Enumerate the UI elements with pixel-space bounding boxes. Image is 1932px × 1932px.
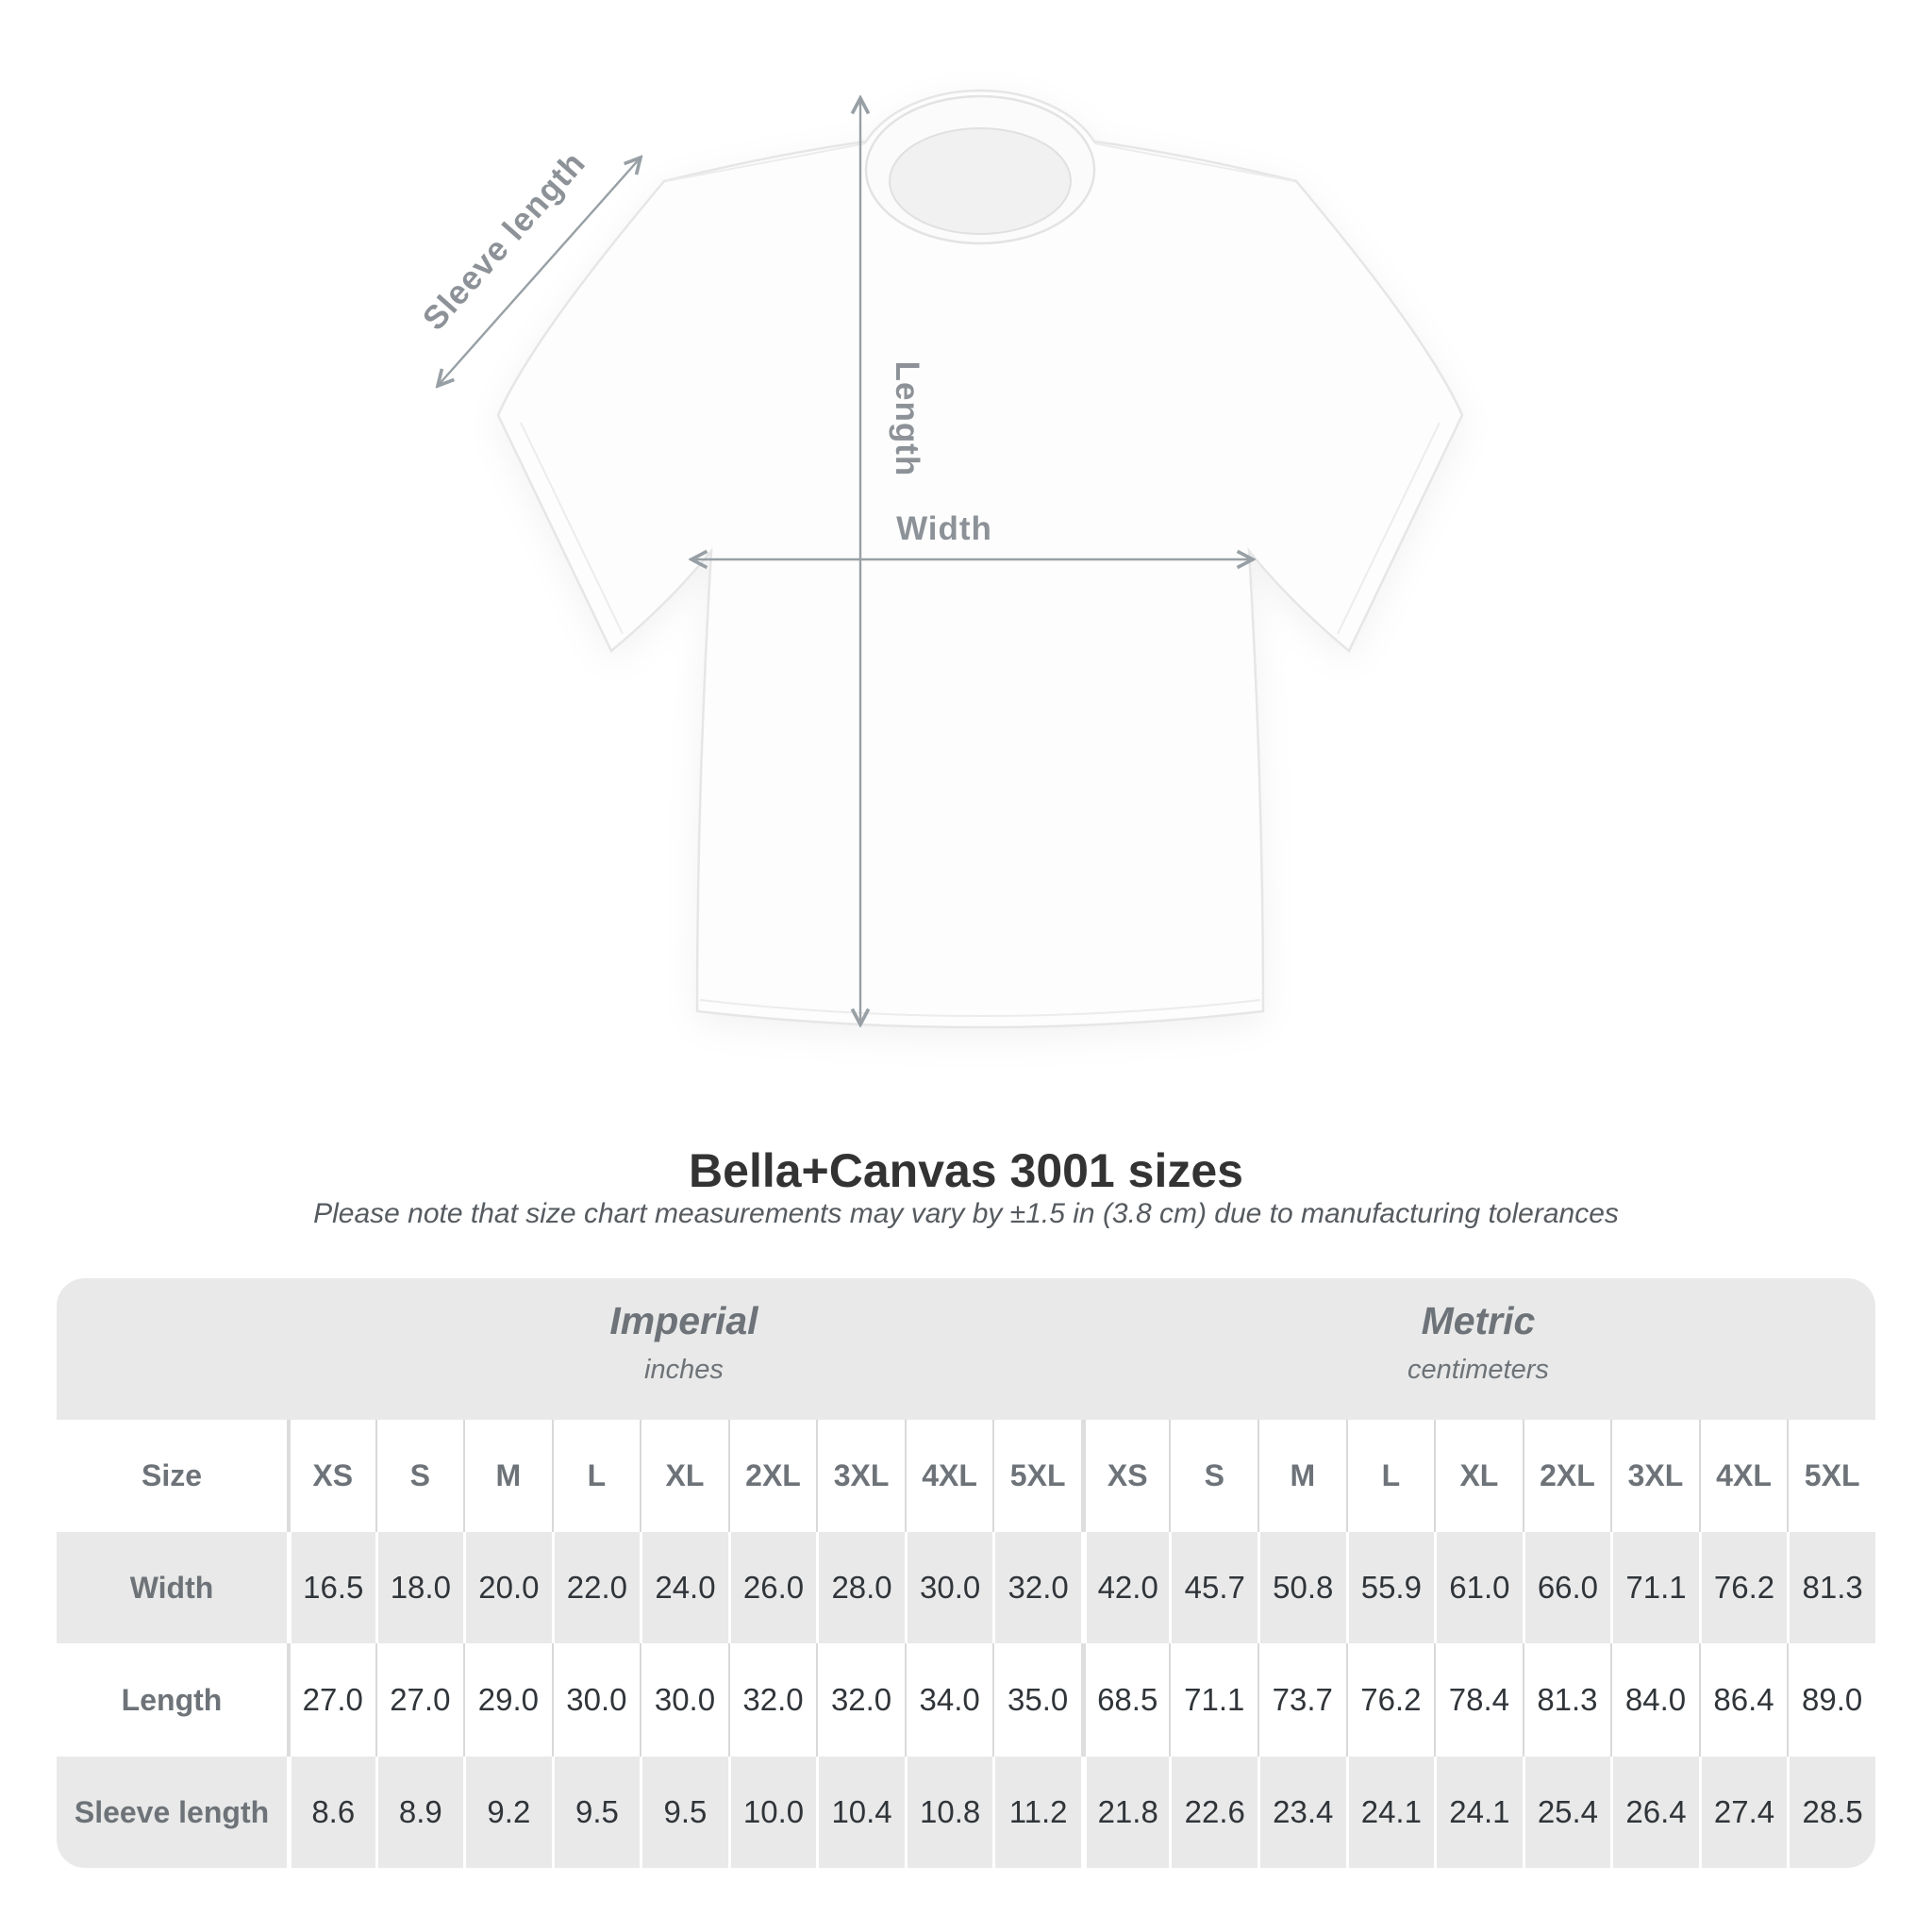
cell-length-imperial-xl: 30.0 — [640, 1643, 728, 1757]
cell-length-imperial-5xl: 35.0 — [992, 1643, 1081, 1757]
size-header-2xl-metric: 2XL — [1523, 1420, 1611, 1532]
cell-sleeve-length-imperial-xs: 8.6 — [287, 1757, 375, 1868]
sleeve-length-label: Sleeve length — [415, 144, 593, 338]
cell-width-metric-m: 50.8 — [1257, 1532, 1346, 1643]
measure-row-width — [57, 1532, 1875, 1643]
size-header-xl-imperial: XL — [640, 1420, 728, 1532]
cell-width-metric-4xl: 76.2 — [1699, 1532, 1788, 1643]
size-header-l-metric: L — [1346, 1420, 1435, 1532]
size-header-4xl-imperial: 4XL — [905, 1420, 993, 1532]
row-label-length: Length — [57, 1643, 287, 1757]
unit-name: Imperial — [609, 1299, 758, 1342]
cell-width-imperial-5xl: 32.0 — [992, 1532, 1081, 1643]
cell-sleeve-length-metric-m: 23.4 — [1257, 1757, 1346, 1868]
cell-length-metric-l: 76.2 — [1346, 1643, 1435, 1757]
row-label-sleeve-length: Sleeve length — [57, 1757, 287, 1868]
cell-width-metric-xl: 61.0 — [1434, 1532, 1523, 1643]
cell-width-imperial-m: 20.0 — [463, 1532, 552, 1643]
cell-sleeve-length-imperial-5xl: 11.2 — [992, 1757, 1081, 1868]
cell-width-metric-3xl: 71.1 — [1610, 1532, 1699, 1643]
size-header-5xl-imperial: 5XL — [992, 1420, 1081, 1532]
sizes-header-row — [57, 1420, 1875, 1532]
cell-sleeve-length-imperial-3xl: 10.4 — [816, 1757, 905, 1868]
cell-length-metric-m: 73.7 — [1257, 1643, 1346, 1757]
size-header-xl-metric: XL — [1434, 1420, 1523, 1532]
size-header-s-metric: S — [1169, 1420, 1257, 1532]
collar-opening — [890, 128, 1071, 234]
cell-sleeve-length-metric-3xl: 26.4 — [1610, 1757, 1699, 1868]
unit-subtitle: centimeters — [1407, 1355, 1549, 1385]
cell-sleeve-length-metric-2xl: 25.4 — [1523, 1757, 1611, 1868]
cell-length-metric-xs: 68.5 — [1081, 1643, 1170, 1757]
cell-sleeve-length-imperial-s: 8.9 — [375, 1757, 464, 1868]
size-header-m-imperial: M — [463, 1420, 552, 1532]
cell-sleeve-length-imperial-2xl: 10.0 — [728, 1757, 817, 1868]
cell-length-imperial-3xl: 32.0 — [816, 1643, 905, 1757]
cell-length-metric-5xl: 89.0 — [1787, 1643, 1875, 1757]
cell-length-imperial-m: 29.0 — [463, 1643, 552, 1757]
unit-band-metric — [1081, 1278, 1875, 1420]
cell-length-imperial-xs: 27.0 — [287, 1643, 375, 1757]
page-title: Bella+Canvas 3001 sizes — [689, 1144, 1243, 1197]
cell-width-imperial-2xl: 26.0 — [728, 1532, 817, 1643]
measure-row-length — [57, 1643, 1875, 1757]
cell-sleeve-length-metric-5xl: 28.5 — [1787, 1757, 1875, 1868]
cell-width-metric-xs: 42.0 — [1081, 1532, 1170, 1643]
size-label-cell: Size — [57, 1420, 287, 1532]
cell-sleeve-length-metric-l: 24.1 — [1346, 1757, 1435, 1868]
size-header-3xl-metric: 3XL — [1610, 1420, 1699, 1532]
unit-band-imperial — [287, 1278, 1081, 1420]
size-header-s-imperial: S — [375, 1420, 464, 1532]
cell-sleeve-length-metric-xs: 21.8 — [1081, 1757, 1170, 1868]
size-header-4xl-metric: 4XL — [1699, 1420, 1788, 1532]
page-subtitle: Please note that size chart measurements may vary by ±1.5 in (3.8 cm) due to manufacturing tolerances — [313, 1198, 1619, 1229]
cell-width-imperial-xl: 24.0 — [640, 1532, 728, 1643]
measure-row-sleeve-length — [57, 1757, 1875, 1868]
size-header-5xl-metric: 5XL — [1787, 1420, 1875, 1532]
cell-sleeve-length-metric-xl: 24.1 — [1434, 1757, 1523, 1868]
unit-band-row — [57, 1278, 1875, 1420]
cell-width-metric-2xl: 66.0 — [1523, 1532, 1611, 1643]
size-header-m-metric: M — [1257, 1420, 1346, 1532]
cell-sleeve-length-imperial-m: 9.2 — [463, 1757, 552, 1868]
cell-length-imperial-4xl: 34.0 — [905, 1643, 993, 1757]
size-header-xs-metric: XS — [1081, 1420, 1170, 1532]
cell-width-metric-l: 55.9 — [1346, 1532, 1435, 1643]
cell-sleeve-length-imperial-4xl: 10.8 — [905, 1757, 993, 1868]
cell-length-imperial-2xl: 32.0 — [728, 1643, 817, 1757]
cell-width-imperial-s: 18.0 — [375, 1532, 464, 1643]
cell-length-metric-s: 71.1 — [1169, 1643, 1257, 1757]
size-header-2xl-imperial: 2XL — [728, 1420, 817, 1532]
cell-length-metric-4xl: 86.4 — [1699, 1643, 1788, 1757]
cell-width-metric-s: 45.7 — [1169, 1532, 1257, 1643]
cell-sleeve-length-imperial-xl: 9.5 — [640, 1757, 728, 1868]
cell-width-imperial-l: 22.0 — [552, 1532, 641, 1643]
cell-sleeve-length-metric-4xl: 27.4 — [1699, 1757, 1788, 1868]
cell-width-imperial-xs: 16.5 — [287, 1532, 375, 1643]
cell-sleeve-length-imperial-l: 9.5 — [552, 1757, 641, 1868]
size-header-3xl-imperial: 3XL — [816, 1420, 905, 1532]
size-header-xs-imperial: XS — [287, 1420, 375, 1532]
cell-width-imperial-3xl: 28.0 — [816, 1532, 905, 1643]
width-label: Width — [896, 510, 992, 547]
cell-width-imperial-4xl: 30.0 — [905, 1532, 993, 1643]
cell-sleeve-length-metric-s: 22.6 — [1169, 1757, 1257, 1868]
unit-name: Metric — [1421, 1299, 1536, 1342]
size-table — [57, 1278, 1875, 1868]
size-header-l-imperial: L — [552, 1420, 641, 1532]
cell-length-imperial-l: 30.0 — [552, 1643, 641, 1757]
cell-length-metric-3xl: 84.0 — [1610, 1643, 1699, 1757]
cell-length-metric-2xl: 81.3 — [1523, 1643, 1611, 1757]
length-label: Length — [889, 360, 925, 477]
cell-length-metric-xl: 78.4 — [1434, 1643, 1523, 1757]
cell-length-imperial-s: 27.0 — [375, 1643, 464, 1757]
unit-subtitle: inches — [644, 1355, 724, 1385]
cell-width-metric-5xl: 81.3 — [1787, 1532, 1875, 1643]
row-label-width: Width — [57, 1532, 287, 1643]
band-corner-cell — [57, 1278, 287, 1420]
